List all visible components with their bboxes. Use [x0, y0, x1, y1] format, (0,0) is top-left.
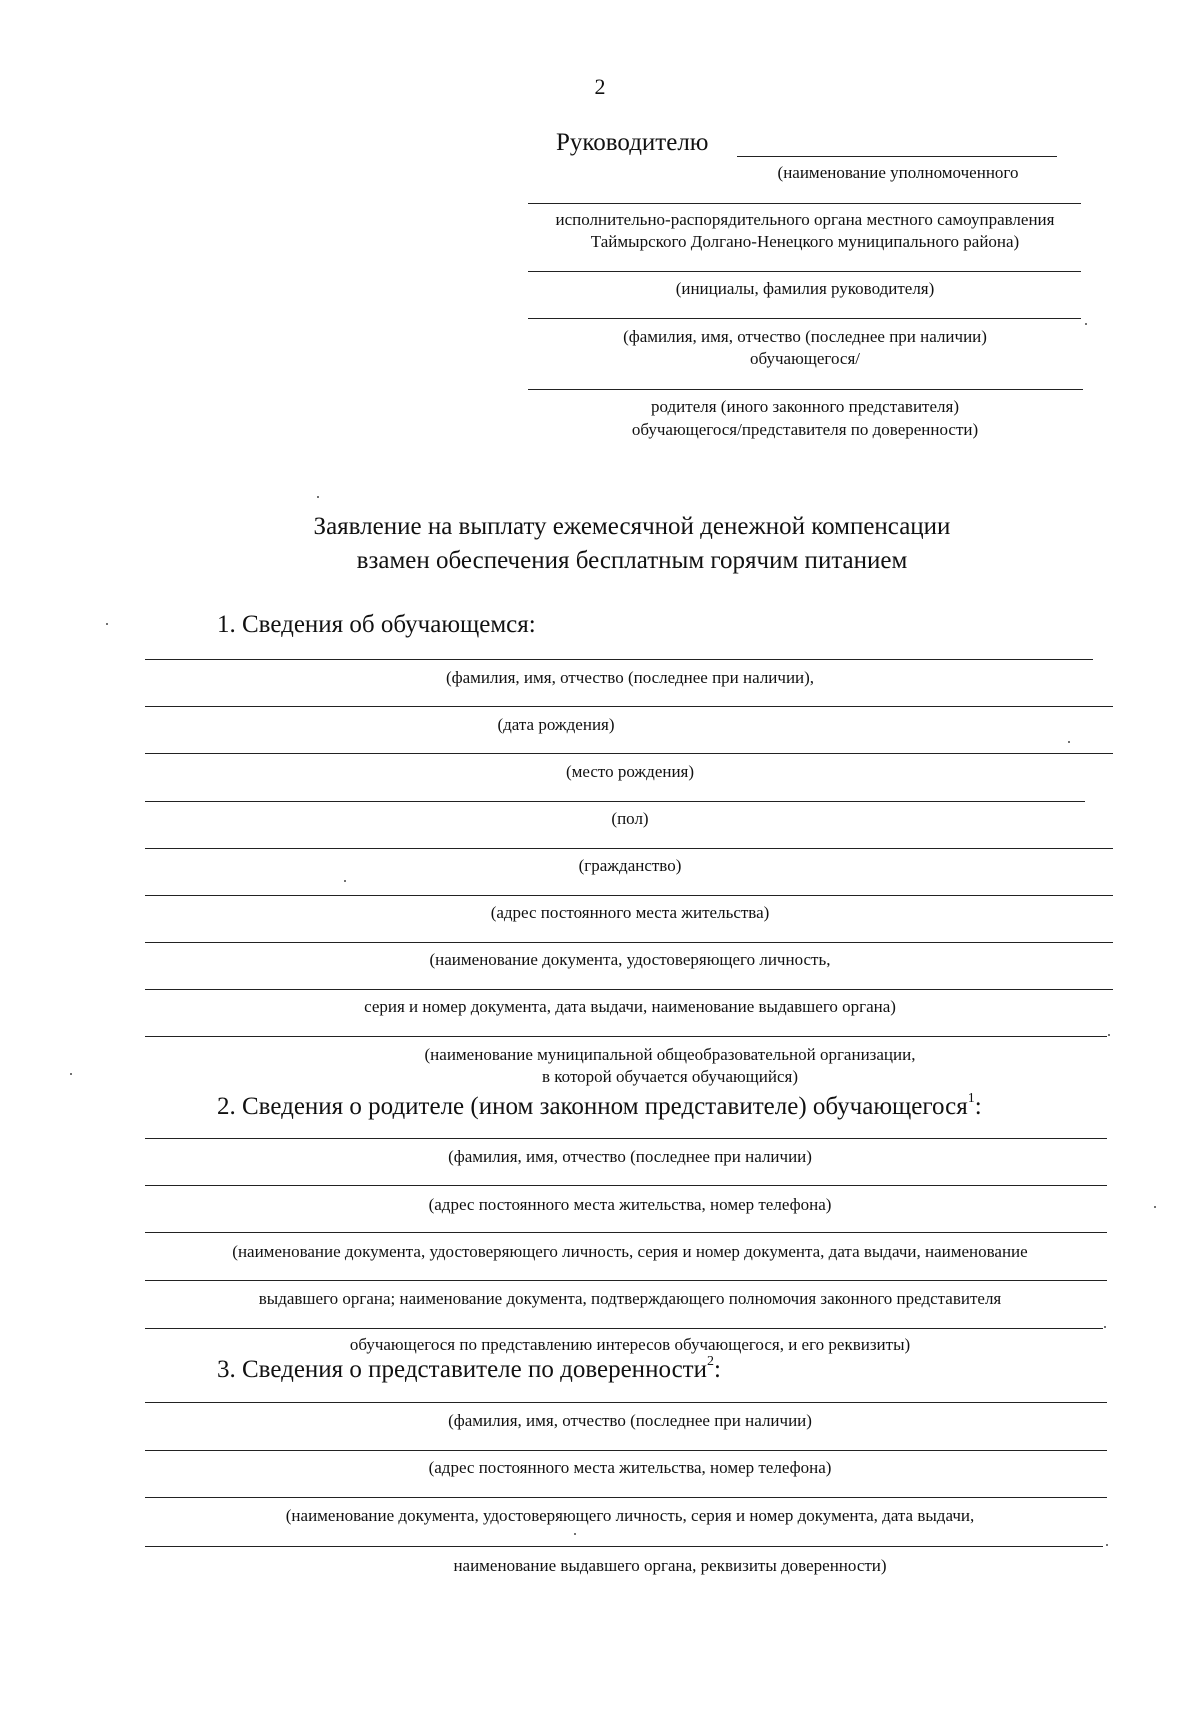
- head-line: [528, 271, 1081, 272]
- caption-parent-line2: обучающегося/представителя по доверенности): [631, 420, 979, 439]
- applicant-line: [528, 318, 1081, 319]
- section1-document-line: [145, 942, 1113, 943]
- caption-document: (наименование документа, удостоверяющего личность,: [429, 950, 831, 969]
- parent-line: [528, 389, 1083, 390]
- caption-proxy-document: (наименование документа, удостоверяющего личность, серия и номер документа, дата выдачи,: [285, 1506, 975, 1525]
- caption-parent-details: обучающегося по представлению интересов обучающегося, и его реквизиты): [349, 1335, 911, 1354]
- section2-fio-line: [145, 1138, 1107, 1139]
- section1-birthplace-line: [145, 753, 1113, 754]
- caption-org-line1: (наименование уполномоченного: [777, 163, 1019, 182]
- section1-sex-line: [145, 801, 1085, 802]
- section2-authority-line: [145, 1280, 1107, 1281]
- title-line2: взамен обеспечения бесплатным горячим питанием: [356, 547, 908, 574]
- caption-head: (инициалы, фамилия руководителя): [675, 279, 935, 298]
- scan-speck: [317, 496, 319, 498]
- caption-document-details: серия и номер документа, дата выдачи, наименование выдавшего органа): [364, 997, 896, 1016]
- section2-details-line: [145, 1328, 1103, 1329]
- scan-speck: [344, 880, 346, 882]
- caption-school-line1: (наименование муниципальной общеобразовательной организации,: [424, 1045, 916, 1064]
- footnote-mark-2: 2: [706, 1354, 714, 1369]
- caption-parent-address: (адрес постоянного места жительства, номер телефона): [428, 1195, 832, 1214]
- addressee-name-line: [737, 156, 1057, 157]
- caption-school-line2: в которой обучается обучающийся): [541, 1067, 799, 1086]
- org-line: [528, 203, 1081, 204]
- caption-parent-fio: (фамилия, имя, отчество (последнее при наличии): [448, 1147, 812, 1166]
- section3-document-line: [145, 1497, 1107, 1498]
- caption-applicant-line2: обучающегося/: [750, 349, 860, 368]
- caption-proxy-address: (адрес постоянного места жительства, номер телефона): [428, 1458, 832, 1477]
- section3-address-line: [145, 1450, 1107, 1451]
- caption-org-line2: исполнительно-распорядительного органа местного самоуправления: [555, 210, 1055, 229]
- section1-fio-line: [145, 659, 1093, 660]
- section1-heading: 1. Сведения об обучающемся:: [217, 611, 536, 638]
- page-number: 2: [594, 74, 606, 99]
- section3-heading: 3. Сведения о представителе по доверенности$^2$:: [217, 1354, 721, 1383]
- section3-fio-line: [145, 1402, 1107, 1403]
- section1-birthdate-line: [145, 706, 1113, 707]
- scan-speck: [1068, 741, 1070, 743]
- caption-parent-authority: выдавшего органа; наименование документа, подтверждающего полномочия законного представителя: [258, 1289, 1002, 1308]
- scan-speck: [1154, 1206, 1156, 1208]
- scan-speck: [1106, 1544, 1108, 1546]
- section1-school-line: [145, 1036, 1107, 1037]
- caption-parent-line1: родителя (иного законного представителя): [651, 397, 959, 416]
- scan-speck: [574, 1533, 576, 1535]
- section2-heading: 2. Сведения о родителе (ином законном представителе) обучающегося$^1$:: [217, 1091, 982, 1120]
- scan-speck: [1085, 323, 1087, 325]
- caption-student-fio: (фамилия, имя, отчество (последнее при наличии),: [445, 668, 815, 687]
- section2-document-line: [145, 1232, 1107, 1233]
- caption-proxy-fio: (фамилия, имя, отчество (последнее при наличии): [448, 1411, 812, 1430]
- footnote-mark-1: 1: [967, 1091, 975, 1106]
- caption-proxy-details: наименование выдавшего органа, реквизиты доверенности): [453, 1556, 887, 1575]
- caption-org-line3: Таймырского Долгано-Ненецкого муниципального района): [590, 232, 1020, 251]
- caption-parent-document: (наименование документа, удостоверяющего личность, серия и номер документа, дата выдачи, наименование: [232, 1242, 1028, 1261]
- caption-address: (адрес постоянного места жительства): [490, 903, 770, 922]
- section1-document-details-line: [145, 989, 1113, 990]
- caption-citizenship: (гражданство): [578, 856, 682, 875]
- title-line1: Заявление на выплату ежемесячной денежной компенсации: [313, 513, 951, 540]
- section1-address-line: [145, 895, 1113, 896]
- caption-birthplace: (место рождения): [565, 762, 695, 781]
- addressee-label: Руководителю: [556, 129, 709, 156]
- caption-applicant-line1: (фамилия, имя, отчество (последнее при наличии): [623, 327, 987, 346]
- section1-citizenship-line: [145, 848, 1113, 849]
- caption-birthdate: (дата рождения): [497, 715, 615, 734]
- scan-speck: [1108, 1034, 1110, 1036]
- section2-address-line: [145, 1185, 1107, 1186]
- scan-speck: [1104, 1326, 1106, 1328]
- scan-speck: [106, 623, 108, 625]
- caption-sex: (пол): [611, 809, 649, 828]
- scan-speck: [70, 1073, 72, 1075]
- section3-details-line: [145, 1546, 1103, 1547]
